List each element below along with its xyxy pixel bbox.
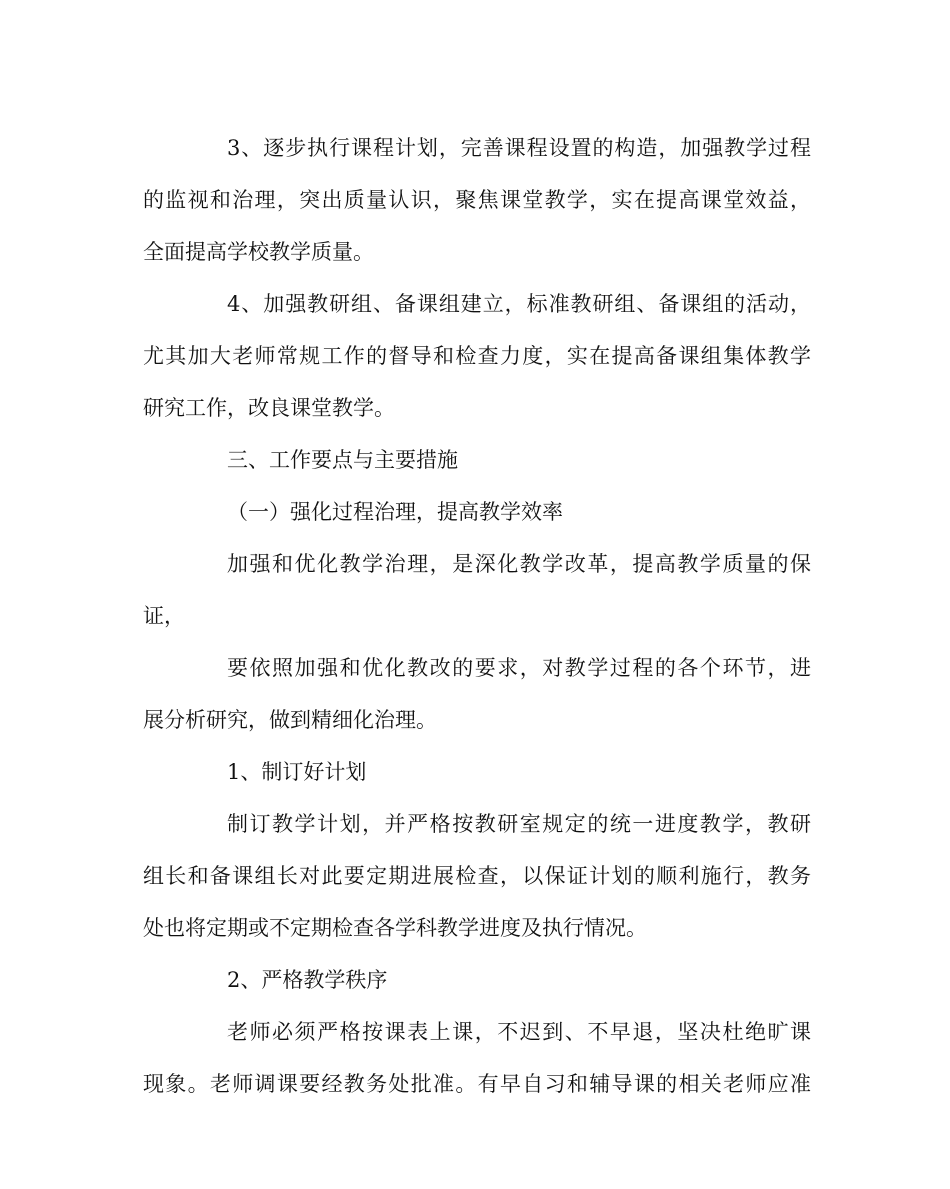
paragraph-line: 老师必须严格按课表上课，不迟到、不早退，坚决杜绝旷课	[227, 1020, 811, 1044]
section-heading: 三、工作要点与主要措施	[227, 448, 458, 472]
subsection-heading: （一）强化过程治理，提高教学效率	[227, 500, 563, 524]
item-heading: 1、制订好计划	[227, 760, 367, 784]
paragraph-line: 3、逐步执行课程计划，完善课程设置的构造，加强教学过程	[227, 136, 811, 160]
paragraph-line: 证，	[143, 604, 185, 628]
document-body	[143, 130, 811, 1118]
paragraph-line: 的监视和治理，突出质量认识，聚焦课堂教学，实在提高课堂效益，	[143, 188, 811, 212]
paragraph-line: 展分析研究，做到精细化治理。	[143, 708, 437, 732]
paragraph-line: 现象。老师调课要经教务处批准。有早自习和辅导课的相关老师应准	[143, 1072, 811, 1096]
paragraph-line: 全面提高学校教学质量。	[143, 240, 374, 264]
paragraph-line: 要依照加强和优化教改的要求，对教学过程的各个环节，进	[227, 656, 811, 680]
paragraph-line: 4、加强教研组、备课组建立，标准教研组、备课组的活动，	[227, 292, 811, 316]
paragraph-line: 研究工作，改良课堂教学。	[143, 396, 395, 420]
paragraph-line: 尤其加大老师常规工作的督导和检查力度，实在提高备课组集体教学	[143, 344, 811, 368]
paragraph-line: 加强和优化教学治理，是深化教学改革，提高教学质量的保	[227, 552, 811, 576]
paragraph-line: 组长和备课组长对此要定期进展检查，以保证计划的顺利施行，教务	[143, 864, 811, 888]
paragraph-line: 处也将定期或不定期检查各学科教学进度及执行情况。	[143, 916, 647, 940]
paragraph-line: 制订教学计划，并严格按教研室规定的统一进度教学，教研	[227, 812, 811, 836]
item-heading: 2、严格教学秩序	[227, 968, 388, 992]
